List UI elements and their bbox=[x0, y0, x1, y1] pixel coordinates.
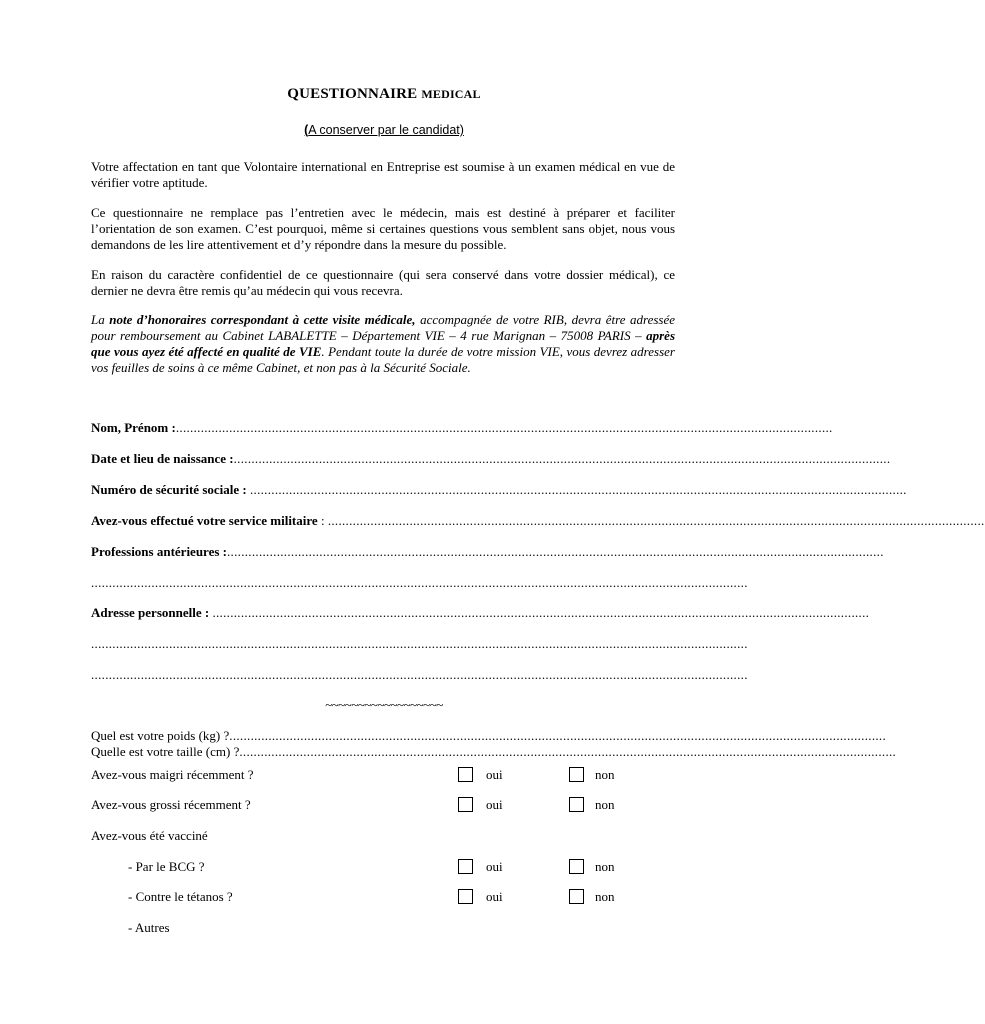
checkbox-maigri-non[interactable] bbox=[569, 767, 584, 782]
intro-paragraph-2: Ce questionnaire ne remplace pas l’entretien avec le médecin, mais est destiné à préparer et faciliter l’orientation de son examen. C’est pourquoi, même si certaines questions vous semblent sans objet, nous vous demandons de les lire attentivement et d’y répondre dans la mesure du possible. bbox=[91, 205, 675, 252]
checkbox-maigri-oui[interactable] bbox=[458, 767, 473, 782]
field-taille[interactable] bbox=[91, 744, 897, 760]
page-title bbox=[0, 86, 768, 103]
intro-paragraph-1: Votre affectation en tant que Volontaire international en Entreprise est soumise à un examen médical en vue de vérifier votre aptitude. bbox=[91, 159, 675, 190]
intro-paragraph-3: En raison du caractère confidentiel de ce questionnaire (qui sera conservé dans votre dossier médical), ce dernier ne devra être remis qu’au médecin qui vous recevra. bbox=[91, 267, 675, 298]
option-non-label: non bbox=[595, 767, 615, 782]
option-oui-label: oui bbox=[486, 889, 503, 904]
question-autres: - Autres bbox=[128, 920, 170, 935]
field-date-lieu-naissance[interactable] bbox=[91, 451, 891, 467]
option-oui-label: oui bbox=[486, 797, 503, 812]
p4-text-bold-1: note d’honoraires correspondant à cette visite médicale, bbox=[109, 312, 416, 327]
field-service-militaire[interactable] bbox=[91, 513, 985, 529]
p4-text-e: . Pendant toute la durée de votre mission VIE, vous devrez adresser vos feuilles de soins à ce même Cabinet, et non pas à la Sécurité Sociale. bbox=[91, 344, 675, 375]
question-vaccine: Avez-vous été vacciné bbox=[91, 828, 208, 843]
checkbox-bcg-oui[interactable] bbox=[458, 859, 473, 874]
field-nom-prenom[interactable] bbox=[91, 420, 833, 436]
field-dots: ......................................................................................................................................................................................... bbox=[249, 482, 907, 497]
p4-text-c: accompagnée de votre RIB, devra être adressée pour remboursement au Cabinet LABALETTE – Département VIE – 4 rue Marignan – 75008 PARIS – bbox=[91, 312, 675, 343]
field-dots: ......................................................................................................................................................................................... bbox=[239, 744, 897, 759]
title-small-caps: MEDICAL bbox=[421, 87, 481, 101]
field-dots: ......................................................................................................................................................................................... bbox=[227, 544, 884, 559]
field-label: Professions antérieures : bbox=[91, 544, 227, 559]
field-adresse[interactable] bbox=[91, 605, 870, 621]
subtitle-text: A conserver par le candidat) bbox=[308, 123, 464, 137]
checkbox-tetanos-non[interactable] bbox=[569, 889, 584, 904]
p4-text-bold-2: après que vous ayez été affecté en qualité de VIE bbox=[91, 328, 675, 359]
field-adresse-line-2[interactable] bbox=[91, 636, 748, 652]
checkbox-grossi-non[interactable] bbox=[569, 797, 584, 812]
page-subtitle bbox=[0, 123, 768, 137]
option-non-label: non bbox=[595, 859, 615, 874]
field-dots: ......................................................................................................................................................................................... bbox=[233, 451, 891, 466]
field-professions[interactable] bbox=[91, 544, 884, 560]
field-securite-sociale[interactable] bbox=[91, 482, 907, 498]
question-label: Quel est votre poids (kg) ? bbox=[91, 728, 230, 743]
field-dots: ......................................................................................................................................................................................... bbox=[91, 667, 748, 682]
option-non-label: non bbox=[595, 797, 615, 812]
field-label: Avez-vous effectué votre service militaire bbox=[91, 513, 318, 528]
question-label: Quelle est votre taille (cm) ? bbox=[91, 744, 240, 759]
question-grossi: Avez-vous grossi récemment ? bbox=[91, 797, 251, 812]
title-main: QUESTIONNAIRE bbox=[287, 86, 422, 102]
field-dots: ......................................................................................................................................................................................... bbox=[175, 420, 833, 435]
field-poids[interactable] bbox=[91, 728, 887, 744]
question-tetanos: - Contre le tétanos ? bbox=[128, 889, 233, 904]
question-maigri: Avez-vous maigri récemment ? bbox=[91, 767, 254, 782]
checkbox-bcg-non[interactable] bbox=[569, 859, 584, 874]
option-oui-label: oui bbox=[486, 767, 503, 782]
field-label: Date et lieu de naissance : bbox=[91, 451, 234, 466]
field-dots: ......................................................................................................................................................................................... bbox=[212, 605, 870, 620]
p4-text-a: La bbox=[91, 312, 110, 327]
option-oui-label: oui bbox=[486, 859, 503, 874]
section-separator: ~~~~~~~~~~~~~~~~~~ bbox=[325, 697, 443, 712]
field-professions-continued[interactable] bbox=[91, 575, 748, 591]
field-label: Nom, Prénom : bbox=[91, 420, 176, 435]
field-dots: ......................................................................................................................................................................................... bbox=[327, 513, 985, 528]
checkbox-grossi-oui[interactable] bbox=[458, 797, 473, 812]
field-dots: ......................................................................................................................................................................................... bbox=[229, 728, 887, 743]
field-dots: ......................................................................................................................................................................................... bbox=[91, 575, 748, 590]
intro-paragraph-4 bbox=[91, 312, 675, 376]
field-label: Numéro de sécurité sociale : bbox=[91, 482, 247, 497]
field-adresse-line-3[interactable] bbox=[91, 667, 748, 683]
option-non-label: non bbox=[595, 889, 615, 904]
field-colon: : bbox=[317, 513, 328, 528]
field-label: Adresse personnelle : bbox=[91, 605, 210, 620]
field-dots: ......................................................................................................................................................................................... bbox=[91, 636, 748, 651]
question-bcg: - Par le BCG ? bbox=[128, 859, 205, 874]
checkbox-tetanos-oui[interactable] bbox=[458, 889, 473, 904]
subtitle-paren: ( bbox=[304, 123, 309, 137]
